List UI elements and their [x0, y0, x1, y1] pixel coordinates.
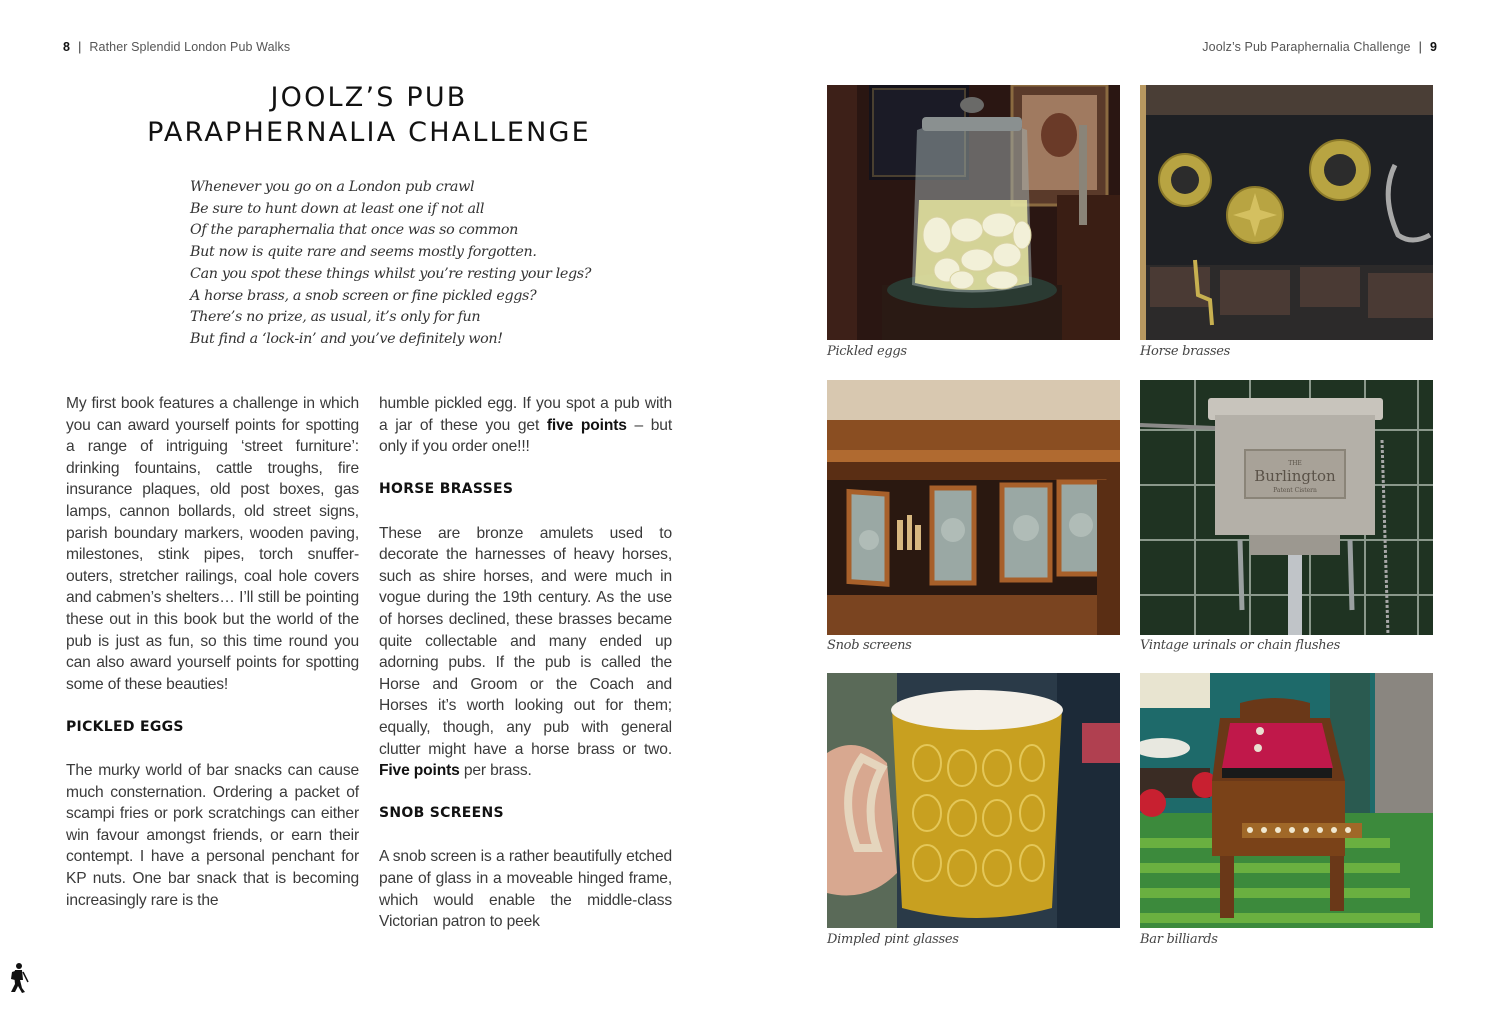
snob-screens-paragraph: A snob screen is a rather beautifully etched pane of glass in a moveable hinged frame, which would enable the middle-class Victorian patron to peek — [379, 848, 672, 931]
pickled-eggs-photo — [827, 85, 1120, 340]
svg-text:Patent Cistern: Patent Cistern — [1273, 487, 1317, 494]
dimpled-pint-glass-photo — [827, 673, 1120, 928]
text-run: humble pickled egg. If you spot a pub with a jar of these you get — [379, 395, 672, 434]
points-emphasis: Five points — [379, 762, 460, 780]
photo-caption: Pickled eggs — [827, 344, 907, 359]
pickled-eggs-jar-icon — [827, 85, 1120, 340]
horse-brasses-photo — [1140, 85, 1433, 340]
poem-line: Of the paraphernalia that once was so common — [190, 222, 519, 239]
section-heading-horse-brasses: HORSE BRASSES — [379, 481, 514, 498]
running-head-left — [63, 40, 290, 54]
walking-man-icon — [8, 962, 30, 994]
page-number-left: 8 — [63, 40, 71, 54]
running-title-right: Joolz’s Pub Paraphernalia Challenge — [1202, 40, 1411, 54]
cistern-icon — [1140, 380, 1433, 635]
intro-paragraph: My first book features a challenge in which you can award yourself points for spotting a range of intriguing ‘street furniture’: drinking fountains, cattle troughs, fire insurance plaques, old post boxes, gas lamps, cannon bollards, old street signs, parish boundary markers, wooden paving, milestones, stink pipes, torch snuffer-outers, stretcher railings, coal hole covers and cabmen’s shelters… I’ll still be pointing these out in this book but the world of the pub is just as fun, so this time round you can also award yourself points for spotting some of these beauties! — [66, 395, 359, 693]
chain-flush-cistern-photo — [1140, 380, 1433, 635]
pickled-eggs-paragraph-continued — [379, 393, 672, 458]
snob-screen-icon — [827, 380, 1120, 635]
poem-line: Whenever you go on a London pub crawl — [190, 179, 475, 195]
bar-billiards-table-icon — [1140, 673, 1433, 928]
poem-line: But now is quite rare and seems mostly forgotten. — [190, 244, 537, 261]
photo-caption: Dimpled pint glasses — [827, 932, 959, 947]
bar-billiards-photo — [1140, 673, 1433, 928]
poem-line: A horse brass, a snob screen or fine pickled eggs? — [190, 287, 537, 304]
poem-line: Be sure to hunt down at least one if not all — [190, 200, 485, 217]
points-emphasis: five points — [546, 416, 627, 434]
title-line-2: PARAPHERNALIA CHALLENGE — [147, 117, 591, 148]
poem-line: But find a ‘lock-in’ and you’ve definitely won! — [190, 330, 503, 347]
text-run: – but only if you order one!!! — [379, 416, 672, 456]
header-separator: | — [78, 40, 82, 54]
poem — [190, 177, 591, 351]
horse-brasses-paragraph — [379, 523, 672, 782]
photo-caption: Bar billiards — [1140, 932, 1218, 947]
page-number-right: 9 — [1429, 40, 1437, 54]
running-head-right — [1202, 40, 1437, 54]
header-separator: | — [1418, 40, 1422, 54]
photo-caption: Vintage urinals or chain flushes — [1140, 638, 1341, 653]
page-title — [66, 80, 672, 150]
section-heading-pickled-eggs: PICKLED EGGS — [66, 718, 184, 735]
photo-caption: Horse brasses — [1140, 344, 1230, 359]
pickled-eggs-paragraph: The murky world of bar snacks can cause much consternation. Ordering a packet of scampi fries or pork scratchings can either win favour amongst friends, or earn their contempt. I have a personal penchant for KP nuts. One bar snack that is becoming increasingly rare is the — [66, 762, 359, 909]
body-column-1 — [66, 393, 359, 933]
svg-text:Burlington: Burlington — [1254, 467, 1336, 485]
text-run: These are bronze amulets used to decorate the harnesses of heavy horses, such as shire horses, and were much in vogue during the 19th century. As the use of horses declined, these brasses became quite collectable and many ended up adorning pubs. If the pub is called the Horse and Groom or the Coach and Horses it’s worth looking out for them; equally, though, any pub with general clutter might have a horse brass or two. — [379, 524, 672, 758]
horse-brass-icon — [1140, 85, 1433, 340]
section-heading-snob-screens: SNOB SCREENS — [379, 805, 504, 822]
text-run: per brass. — [459, 762, 532, 780]
photo-caption: Snob screens — [827, 638, 912, 653]
pint-glass-icon — [827, 673, 1120, 928]
running-title-left: Rather Splendid London Pub Walks — [89, 40, 291, 54]
body-column-2 — [379, 393, 672, 954]
poem-line: There’s no prize, as usual, it’s only for fun — [190, 309, 481, 326]
poem-line: Can you spot these things whilst you’re resting your legs? — [190, 265, 592, 282]
snob-screens-photo — [827, 380, 1120, 635]
title-line-1: JOOLZ’S PUB — [270, 82, 468, 113]
svg-text:THE: THE — [1288, 460, 1302, 467]
